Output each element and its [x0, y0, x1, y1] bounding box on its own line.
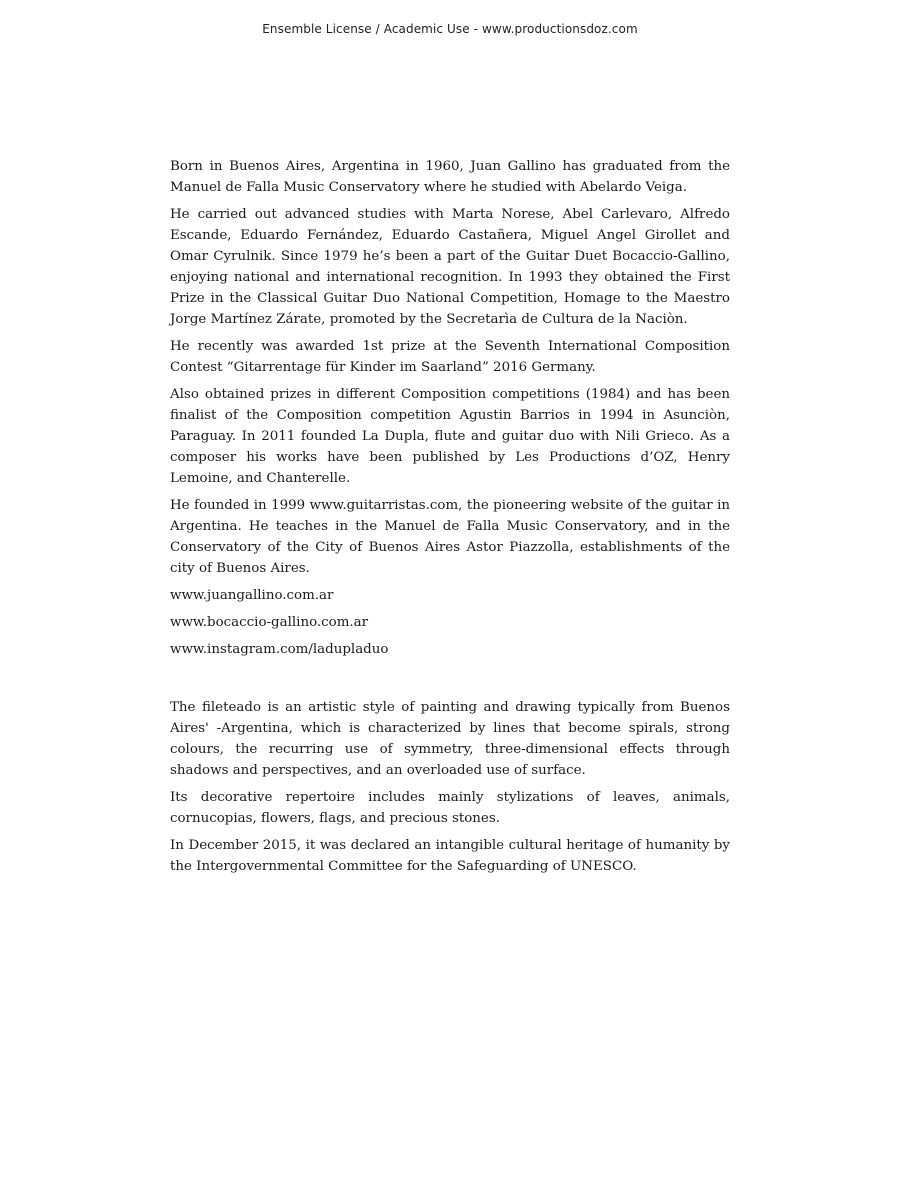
website-link-bocaccio-gallino[interactable]: www.bocaccio-gallino.com.ar	[170, 615, 369, 630]
bio-paragraph: Also obtained prizes in different Composition competitions (1984) and has been finalist of the Composition competition Agustin Barrios in 1994 in Asunciòn, Paraguay. In 2011 founded La Dupla, flute and guitar duo with Nili Grieco. As a composer his works have been published by Les Productions d’OZ, Henry Lemoine, and Chanterelle.	[170, 387, 730, 486]
fileteado-paragraph: In December 2015, it was declared an intangible cultural heritage of humanity by the Intergovernmental Committee for the Safeguarding of UNESCO.	[170, 838, 730, 874]
bio-paragraph: He carried out advanced studies with Marta Norese, Abel Carlevaro, Alfredo Escande, Eduardo Fernández, Eduardo Castañera, Miguel Angel Girollet and Omar Cyrulnik. Since 1979 he’s been a part of the Guitar Duet Bocaccio-Gallino, enjoying national and international recognition. In 1993 they obtained the First Prize in the Classical Guitar Duo National Competition, Homage to the Maestro Jorge Martínez Zárate, promoted by the Secretarìa de Cultura de la Naciòn.	[170, 207, 730, 327]
fileteado-paragraph: Its decorative repertoire includes mainly stylizations of leaves, animals, cornucopias, flowers, flags, and precious stones.	[170, 790, 730, 826]
bio-paragraph: Born in Buenos Aires, Argentina in 1960, Juan Gallino has graduated from the Manuel de Falla Music Conservatory where he studied with Abelardo Veiga.	[170, 159, 730, 195]
fileteado-paragraph: The fileteado is an artistic style of painting and drawing typically from Buenos Aires' -Argentina, which is characterized by lines that become spirals, strong colours, the recurring use of symmetry, three-dimensional effects through shadows and perspectives, and an overloaded use of surface.	[170, 700, 730, 778]
biography-section	[170, 156, 730, 666]
license-header: Ensemble License / Academic Use - www.productionsdoz.com	[262, 22, 638, 36]
website-link-juangallino[interactable]: www.juangallino.com.ar	[170, 588, 334, 603]
bio-paragraph: He founded in 1999 www.guitarristas.com, the pioneering website of the guitar in Argentina. He teaches in the Manuel de Falla Music Conservatory, and in the Conservatory of the City of Buenos Aires Astor Piazzolla, establishments of the city of Buenos Aires.	[170, 498, 730, 576]
fileteado-section	[170, 697, 730, 883]
bio-paragraph: He recently was awarded 1st prize at the Seventh International Composition Contest “Gitarrentage für Kinder im Saarland” 2016 Germany.	[170, 339, 730, 375]
website-link-instagram[interactable]: www.instagram.com/ladupladuo	[170, 642, 389, 657]
